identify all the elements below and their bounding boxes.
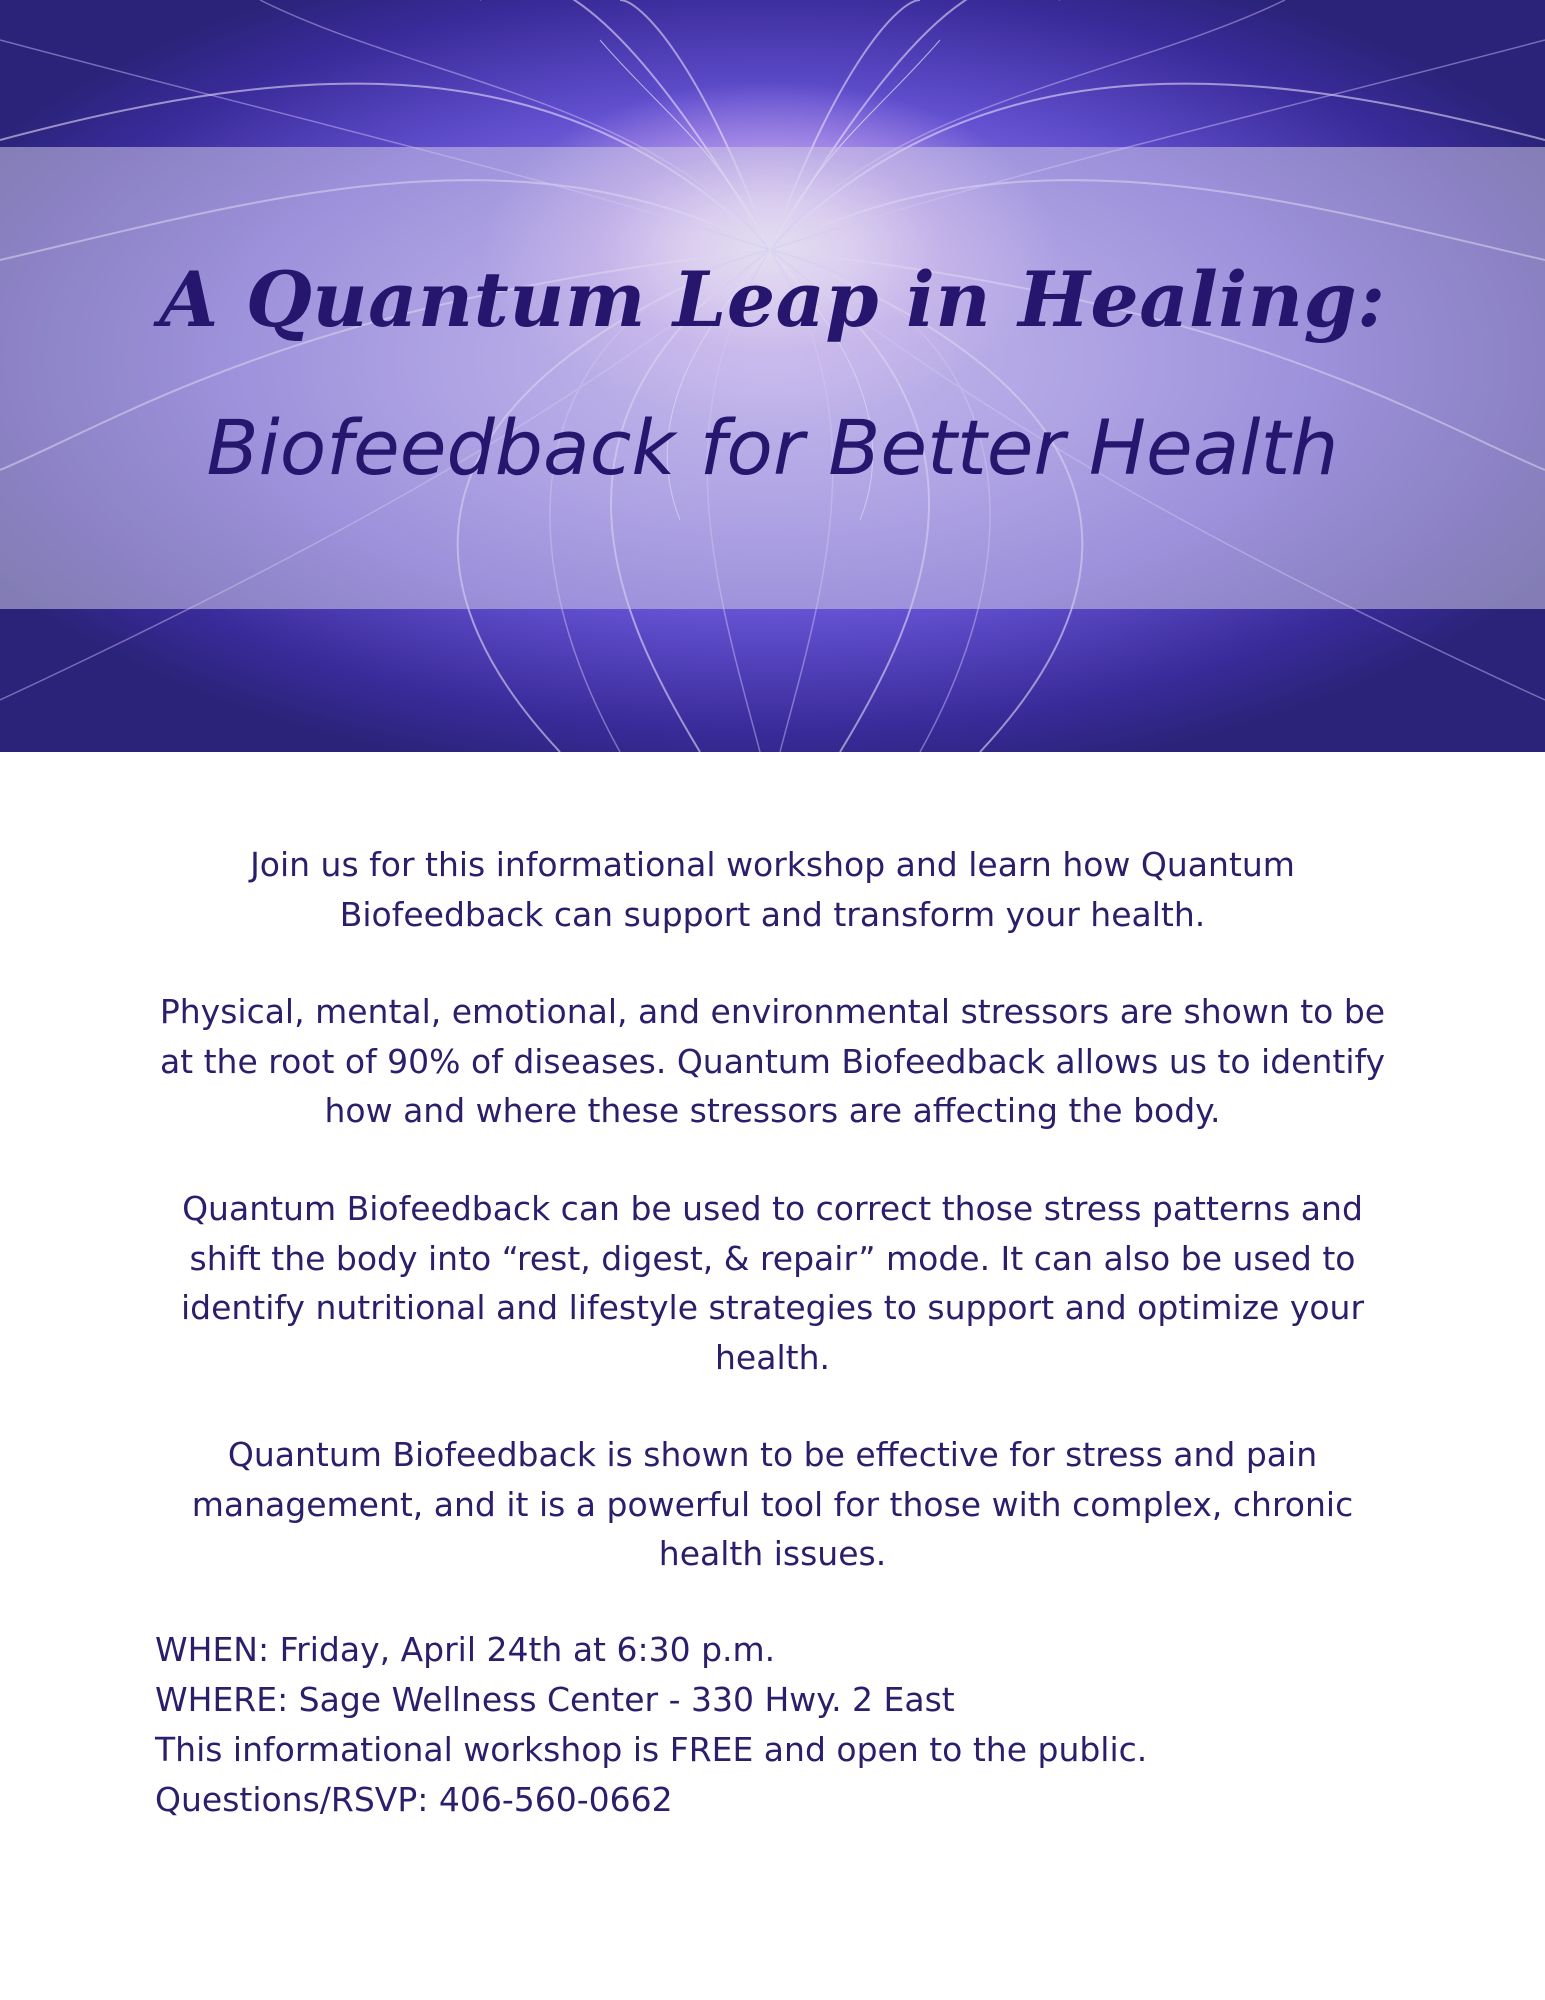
title-band bbox=[0, 147, 1545, 609]
stressors-paragraph: Physical, mental, emotional, and environmental stressors are shown to be at the root of 90% of diseases. Quantum Biofeedback allows us to identify how and where these stressors are affecting the body. bbox=[159, 992, 1386, 1130]
intro-paragraph: Join us for this informational workshop and learn how Quantum Biofeedback can support and transform your health. bbox=[250, 845, 1295, 934]
effectiveness-paragraph: Quantum Biofeedback is shown to be effective for stress and pain management, and it is a powerful tool for those with complex, chronic health issues. bbox=[191, 1435, 1354, 1573]
correction-paragraph: Quantum Biofeedback can be used to correct those stress patterns and shift the body into “rest, digest, & repair” mode. It can also be used to identify nutritional and lifestyle strategies to support and optimize your health. bbox=[180, 1189, 1365, 1377]
page-title: A Quantum Leap in Healing: bbox=[159, 255, 1386, 344]
page-subtitle: Biofeedback for Better Health bbox=[206, 403, 1339, 492]
event-details bbox=[155, 1625, 1455, 1825]
hero-banner bbox=[0, 0, 1545, 752]
event-rsvp: Questions/RSVP: 406-560-0662 bbox=[155, 1780, 673, 1819]
event-when: WHEN: Friday, April 24th at 6:30 p.m. bbox=[155, 1630, 776, 1669]
event-where: WHERE: Sage Wellness Center - 330 Hwy. 2 East bbox=[155, 1680, 955, 1719]
event-cost: This informational workshop is FREE and open to the public. bbox=[155, 1730, 1148, 1769]
